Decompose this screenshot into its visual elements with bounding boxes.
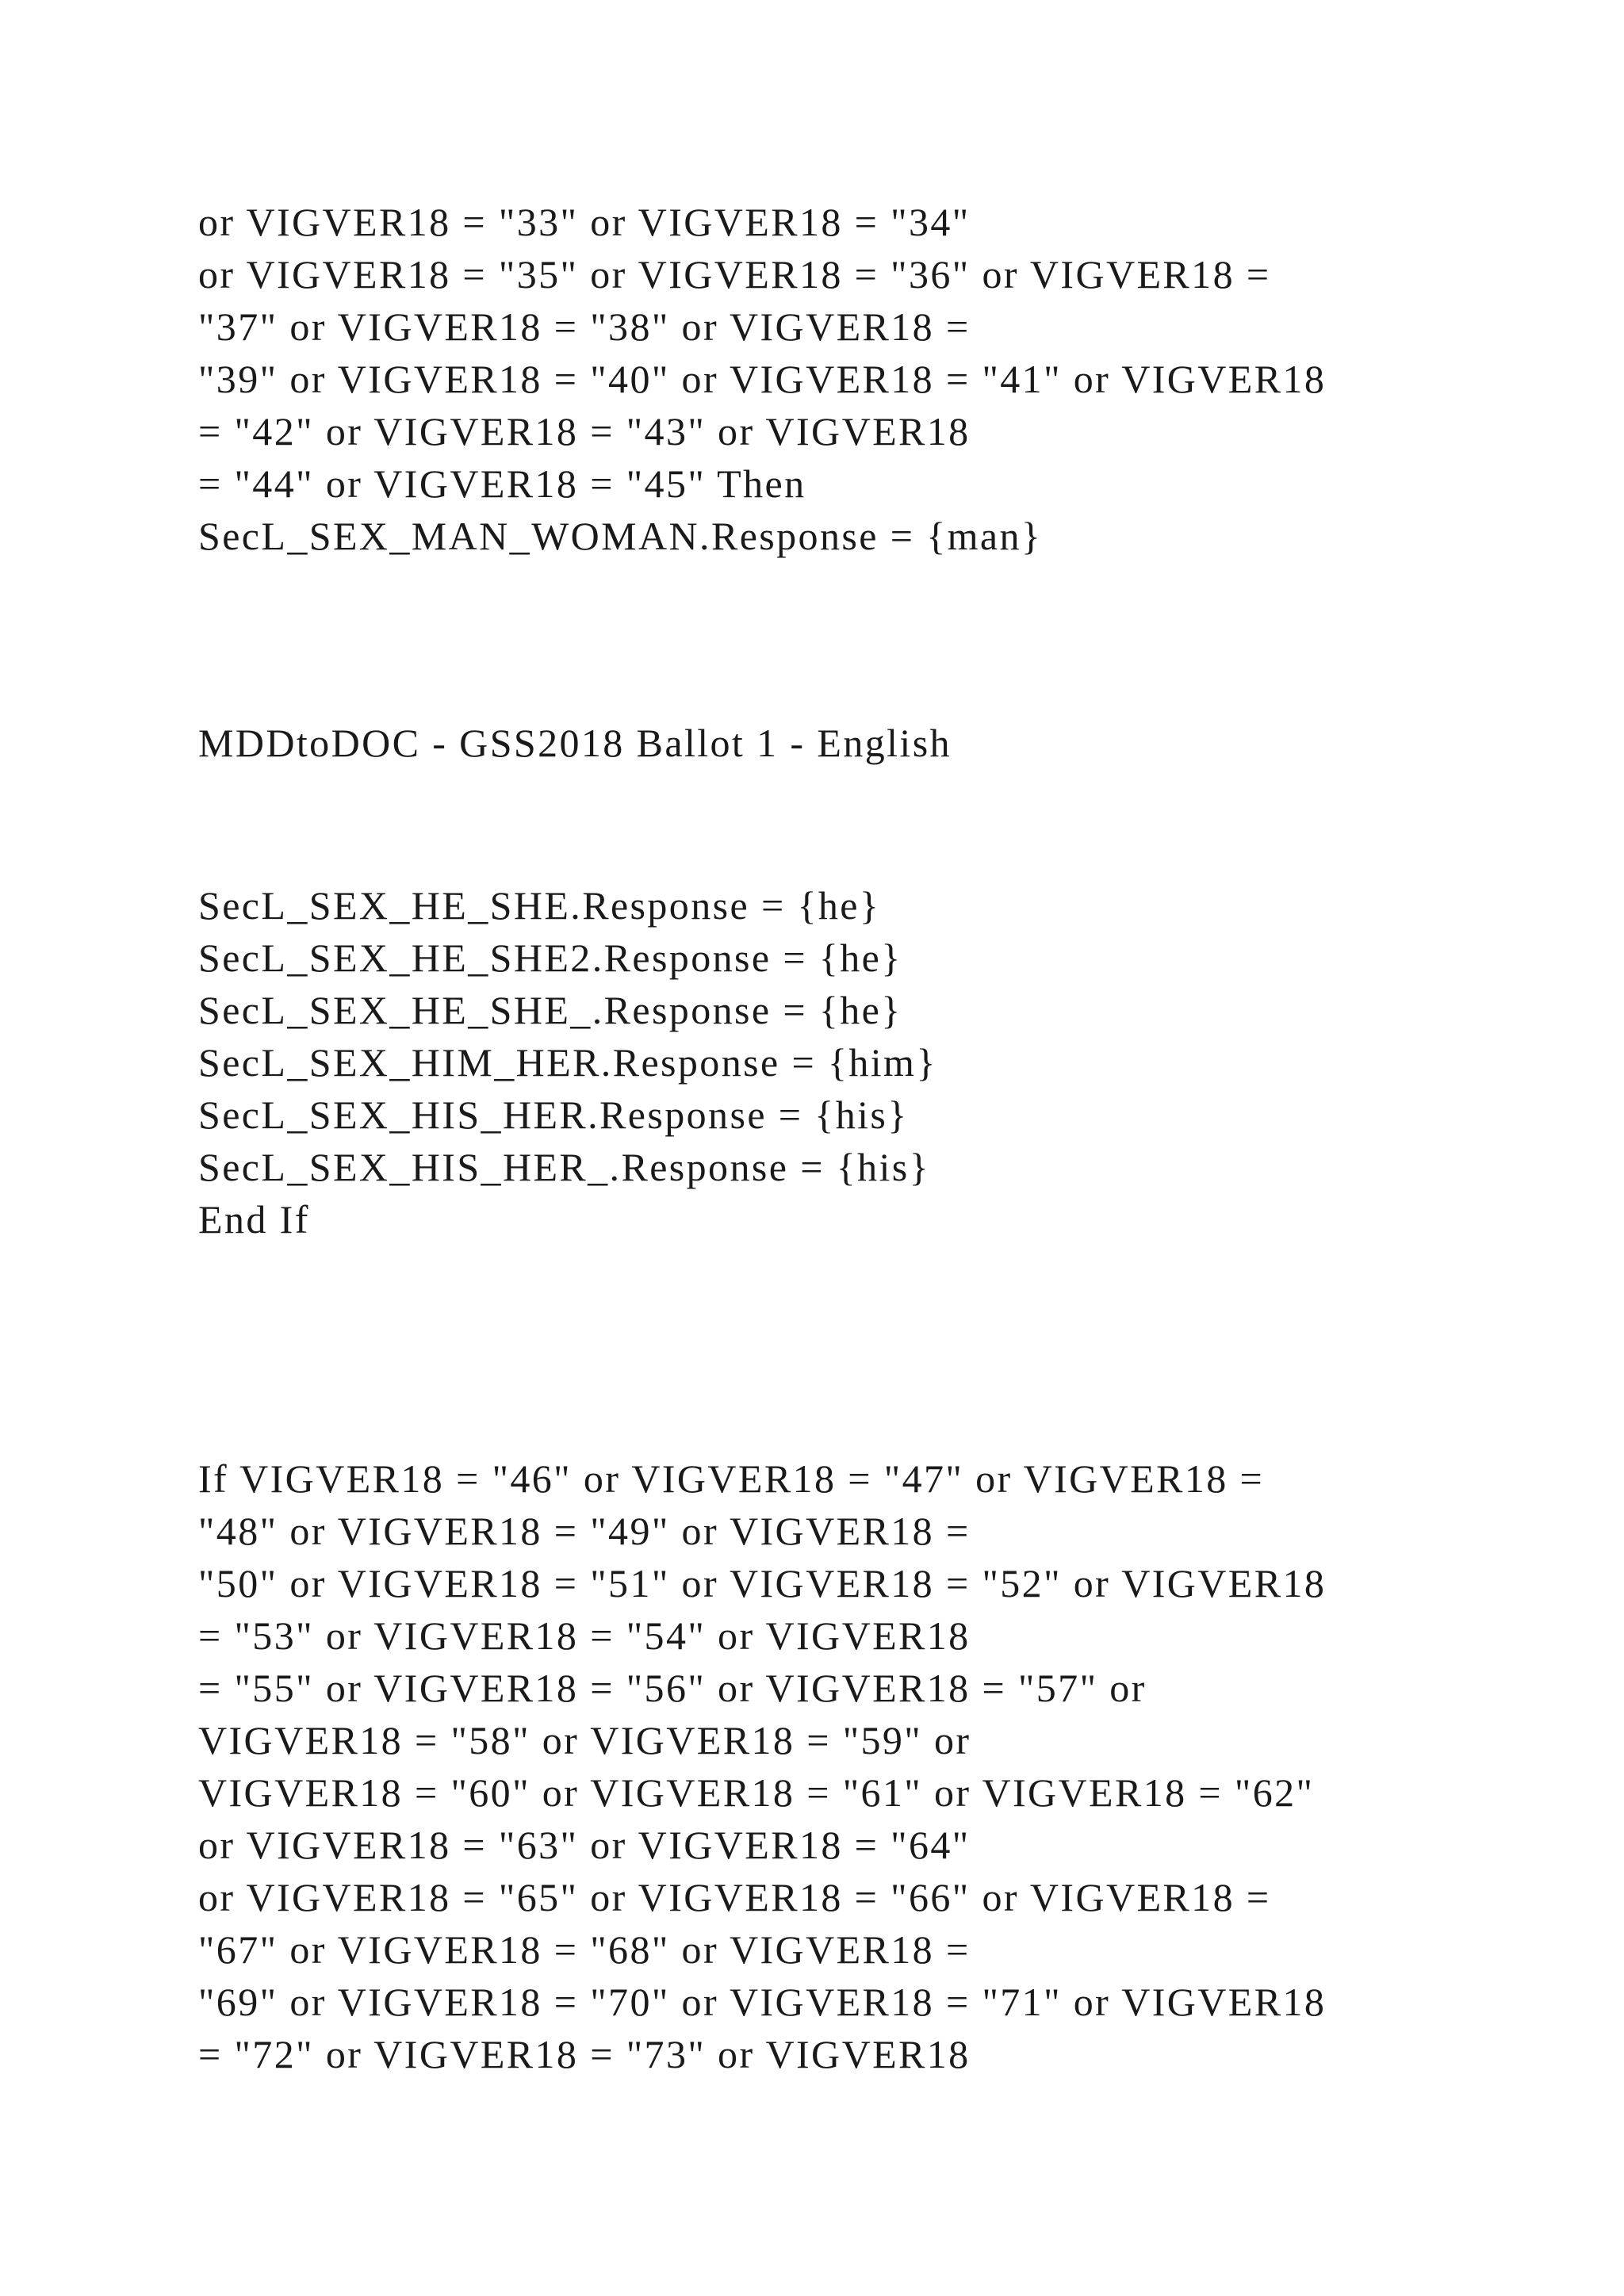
code-line: or VIGVER18 = "65" or VIGVER18 = "66" or VIGVER18 =: [198, 1875, 1271, 1919]
code-line: or VIGVER18 = "33" or VIGVER18 = "34": [198, 200, 971, 244]
document-header: MDDtoDOC - GSS2018 Ballot 1 - English: [198, 721, 952, 765]
code-line: SecL_SEX_HE_SHE.Response = {he}: [198, 883, 881, 928]
code-line: = "42" or VIGVER18 = "43" or VIGVER18: [198, 409, 971, 453]
code-line: "67" or VIGVER18 = "68" or VIGVER18 =: [198, 1927, 971, 1972]
code-line: "39" or VIGVER18 = "40" or VIGVER18 = "41" or VIGVER18: [198, 357, 1327, 401]
code-line: = "53" or VIGVER18 = "54" or VIGVER18: [198, 1613, 971, 1658]
code-block-condition: [198, 1452, 1435, 2080]
code-line: SecL_SEX_HIM_HER.Response = {him}: [198, 1040, 937, 1085]
code-line: = "55" or VIGVER18 = "56" or VIGVER18 = "57" or: [198, 1666, 1147, 1710]
code-line: VIGVER18 = "60" or VIGVER18 = "61" or VIGVER18 = "62": [198, 1770, 1315, 1815]
code-line: SecL_SEX_HE_SHE_.Response = {he}: [198, 988, 902, 1032]
code-line: If VIGVER18 = "46" or VIGVER18 = "47" or VIGVER18 =: [198, 1456, 1265, 1501]
code-block-responses: [198, 879, 1435, 1246]
code-block-condition-continuation: [198, 196, 1435, 562]
code-line: or VIGVER18 = "35" or VIGVER18 = "36" or VIGVER18 =: [198, 252, 1271, 297]
code-line: SecL_SEX_MAN_WOMAN.Response = {man}: [198, 514, 1043, 558]
code-line: End If: [198, 1197, 310, 1242]
code-line: SecL_SEX_HIS_HER_.Response = {his}: [198, 1145, 931, 1189]
code-line: VIGVER18 = "58" or VIGVER18 = "59" or: [198, 1718, 971, 1762]
code-line: SecL_SEX_HIS_HER.Response = {his}: [198, 1093, 909, 1137]
code-line: = "72" or VIGVER18 = "73" or VIGVER18: [198, 2032, 971, 2076]
code-line: = "44" or VIGVER18 = "45" Then: [198, 461, 806, 506]
code-line: "48" or VIGVER18 = "49" or VIGVER18 =: [198, 1509, 971, 1553]
code-line: "50" or VIGVER18 = "51" or VIGVER18 = "52" or VIGVER18: [198, 1561, 1327, 1605]
code-line: or VIGVER18 = "63" or VIGVER18 = "64": [198, 1823, 971, 1867]
page-header-text: [198, 717, 1435, 769]
code-line: "69" or VIGVER18 = "70" or VIGVER18 = "71" or VIGVER18: [198, 1980, 1327, 2024]
code-line: SecL_SEX_HE_SHE2.Response = {he}: [198, 936, 902, 980]
code-line: "37" or VIGVER18 = "38" or VIGVER18 =: [198, 304, 971, 349]
